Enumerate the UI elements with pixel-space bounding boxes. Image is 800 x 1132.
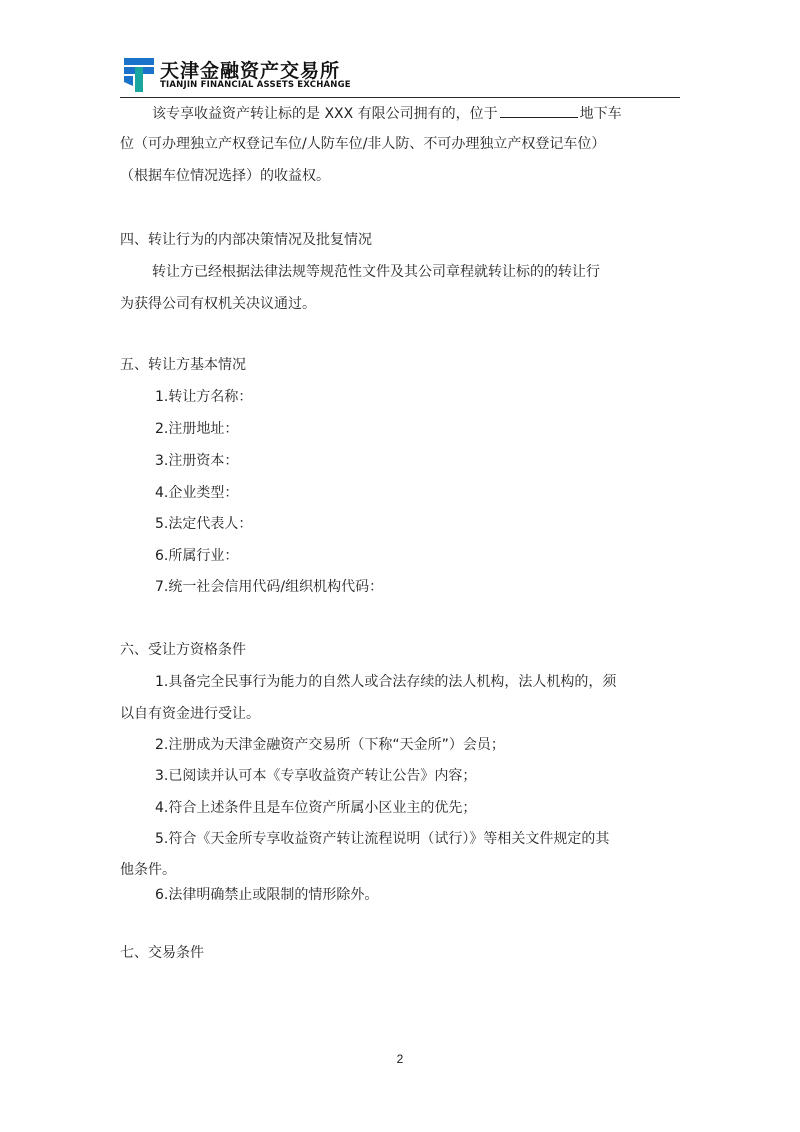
section6-item3: 3.已阅读并认可本《专享收益资产转让公告》内容； (155, 768, 477, 784)
section6-item5-line2: 他条件。 (120, 862, 176, 878)
section3-line1-suffix: 地下车 (579, 106, 622, 122)
location-blank-field (500, 102, 578, 118)
section6-item1-line1: 1.具备完全民事行为能力的自然人或合法存续的法人机构，法人机构的，须 (155, 674, 617, 690)
exchange-name-en: TIANJIN FINANCIAL ASSETS EXCHANGE (160, 80, 351, 90)
section3-line1-text: 该专享收益资产转让标的是 XXX 有限公司拥有的，位于 (152, 106, 498, 122)
section6-item6: 6.法律明确禁止或限制的情形除外。 (155, 887, 379, 903)
section5-item: 7.统一社会信用代码/组织机构代码： (155, 579, 384, 595)
section6-item5-line1: 5.符合《天金所专享收益资产转让流程说明（试行）》等相关文件规定的其 (155, 831, 610, 847)
section3-line1 (152, 102, 622, 124)
exchange-name-cn: 天津金融资产交易所 (160, 60, 341, 82)
section6-item1-line2: 以自有资金进行受让。 (120, 706, 260, 722)
page-header (120, 56, 680, 96)
section5-heading: 五、转让方基本情况 (120, 357, 246, 373)
section5-item: 1.转让方名称： (155, 389, 253, 405)
section4-line2: 为获得公司有权机关决议通过。 (120, 296, 316, 312)
section6-heading: 六、受让方资格条件 (120, 642, 246, 658)
section5-item: 2.注册地址： (155, 421, 239, 437)
section6-item4: 4.符合上述条件且是车位资产所属小区业主的优先； (155, 800, 477, 816)
section5-item: 5.法定代表人： (155, 516, 253, 532)
section6-item2: 2.注册成为天津金融资产交易所（下称“天金所”）会员； (155, 737, 505, 753)
section4-heading: 四、转让行为的内部决策情况及批复情况 (120, 232, 372, 248)
section3-line3: （根据车位情况选择）的收益权。 (120, 168, 330, 184)
header-divider (120, 97, 680, 98)
page-number: 2 (396, 1052, 404, 1066)
section5-item: 6.所属行业： (155, 548, 239, 564)
section3-line2: 位（可办理独立产权登记车位/人防车位/非人防、不可办理独立产权登记车位） (120, 136, 606, 152)
exchange-logo-icon (124, 58, 154, 92)
section5-item: 4.企业类型： (155, 485, 239, 501)
section7-heading: 七、交易条件 (120, 945, 204, 961)
section5-item: 3.注册资本： (155, 453, 239, 469)
section4-line1: 转让方已经根据法律法规等规范性文件及其公司章程就转让标的的转让行 (152, 264, 600, 280)
